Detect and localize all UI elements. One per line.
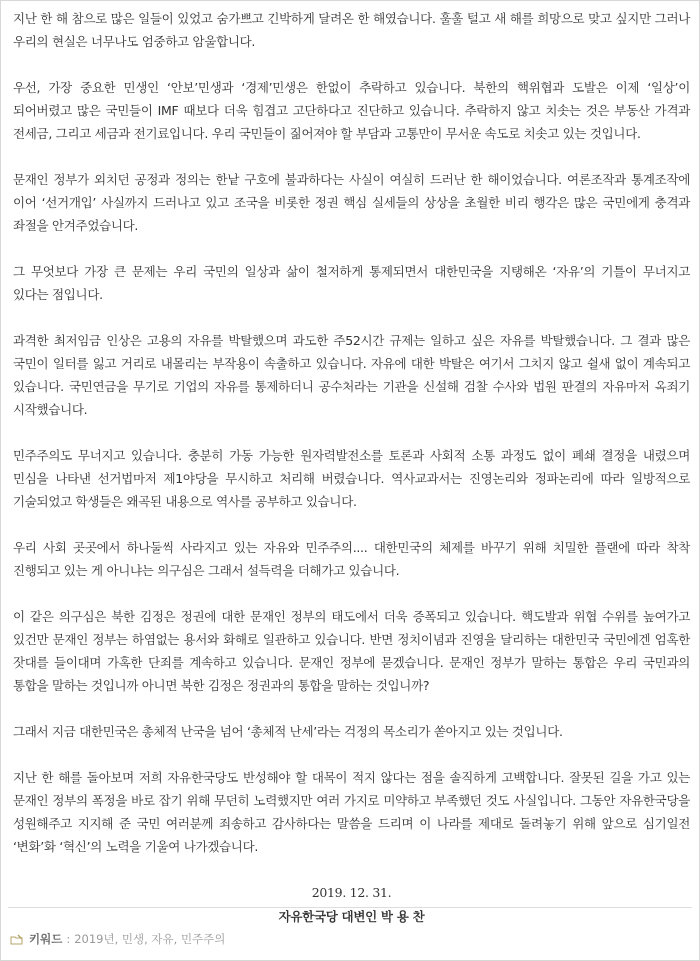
paragraph-9: 그래서 지금 대한민국은 총체적 난국을 넘어 ‘총체적 난세’라는 걱정의 목소리가 쏟아지고 있는 것입니다. <box>13 724 563 739</box>
article-body <box>13 7 690 929</box>
paragraph-8: 이 같은 의구심은 북한 김정은 정권에 대한 문재인 정부의 태도에서 더욱 증폭되고 있습니다. 핵도발과 위협 수위를 높여가고 있건만 문재인 정부는 하염없는 용서와 화해로 일관하고 있습니다. 반면 정치이념과 진영을 달리하는 대한민국 국민에겐 엄혹한 잣대를 들이대며 가혹한 단죄를 계속하고 있습니다. 문재인 정부에 묻겠습니다. 문재인 정부가 말하는 통합은 우리 국민과의 통합을 말하는 것입니까 아니면 북한 김정은 정권과의 통합을 말하는 것입니까? <box>13 609 690 693</box>
paragraph-2: 우선, 가장 중요한 민생인 ‘안보’민생과 ‘경제’민생은 한없이 추락하고 있습니다. 북한의 핵위협과 도발은 이제 ‘일상’이 되어버렸고 많은 국민들이 IMF 때보다 더욱 힘겹고 고단하다고 진단하고 있습니다. 추락하지 않고 치솟는 것은 부동산 가격과 전세금, 그리고 세금과 전기료입니다. 우리 국민들이 짊어져야 할 부담과 고통만이 무서운 속도로 치솟고 있는 것입니다. <box>13 80 690 141</box>
statement-date: 2019. 12. 31. <box>311 885 392 900</box>
signature-block <box>13 881 690 929</box>
paragraph-3: 문재인 정부가 외치던 공정과 정의는 한낱 구호에 불과하다는 사실이 여실히 드러난 한 해이었습니다. 여론조작과 통계조작에 이어 ‘선거개입’ 사실까지 드러나고 있고 조국을 비롯한 정권 핵심 실세들의 상상을 초월한 비리 행각은 많은 국민에게 충격과 좌절을 안겨주었습니다. <box>13 172 690 233</box>
paragraph-4: 그 무엇보다 가장 큰 문제는 우리 국민의 일상과 삶이 철저하게 통제되면서 대한민국을 지탱해온 ‘자유’의 기틀이 무너지고 있다는 점입니다. <box>13 264 690 302</box>
paragraph-10: 지난 한 해를 돌아보며 저희 자유한국당도 반성해야 할 대목이 적지 않다는 점을 솔직하게 고백합니다. 잘못된 길을 가고 있는 문재인 정부의 폭정을 바로 잡기 위해 무던히 노력했지만 여러 가지로 미약하고 부족했던 것도 사실입니다. 그동안 자유한국당을 성원해주고 지지해 준 국민 여러분께 죄송하고 감사하다는 말씀을 드리며 이 나라를 제대로 돌려놓기 위해 앞으로 심기일전 ‘변화’화 ‘혁신’의 노력을 기울여 나가겠습니다. <box>13 770 690 854</box>
keywords-separator: : <box>66 932 71 946</box>
paragraph-6: 민주주의도 무너지고 있습니다. 충분히 가동 가능한 원자력발전소를 토론과 사회적 소통 과정도 없이 폐쇄 결정을 내렸으며 민심을 나타낸 선거법마저 제1야당을 무시하고 처리해 버렸습니다. 역사교과서는 진영논리와 정파논리에 따라 일방적으로 기술되었고 학생들은 왜곡된 내용으로 역사를 공부하고 있습니다. <box>13 448 690 509</box>
paragraph-1: 지난 한 해 참으로 많은 일들이 있었고 숨가쁘고 긴박하게 달려온 한 해였습니다. 훌훌 털고 새 해를 희망으로 맞고 싶지만 그러나 우리의 현실은 너무나도 엄중하고 암울합니다. <box>13 11 690 49</box>
pencil-folder-icon <box>10 934 24 945</box>
paragraph-5: 과격한 최저임금 인상은 고용의 자유를 박탈했으며 과도한 주52시간 규제는 일하고 싶은 자유를 박탈했습니다. 그 결과 많은 국민이 일터를 잃고 거리로 내몰리는 부작용이 속출하고 있습니다. 자유에 대한 박탈은 여기서 그치지 않고 쉴새 없이 계속되고 있습니다. 국민연금을 무기로 기업의 자유를 통제하더니 공수처라는 기관을 신설해 검찰 수사와 법원 판결의 자유마저 옥죄기 시작했습니다. <box>13 333 690 417</box>
keywords-list[interactable]: 2019년, 민생, 자유, 민주주의 <box>74 932 226 946</box>
paragraph-7: 우리 사회 곳곳에서 하나둘씩 사라지고 있는 자유와 민주주의.... 대한민국의 체제를 바꾸기 위해 치밀한 플랜에 따라 착착 진행되고 있는 게 아니냐는 의구심은 그래서 설득력을 더해가고 있습니다. <box>13 540 690 578</box>
footer-divider <box>8 907 692 908</box>
spokesperson-signature: 자유한국당 대변인 박 용 찬 <box>278 909 425 924</box>
keywords-bar <box>10 931 225 947</box>
keywords-label: 키워드 <box>29 932 63 946</box>
